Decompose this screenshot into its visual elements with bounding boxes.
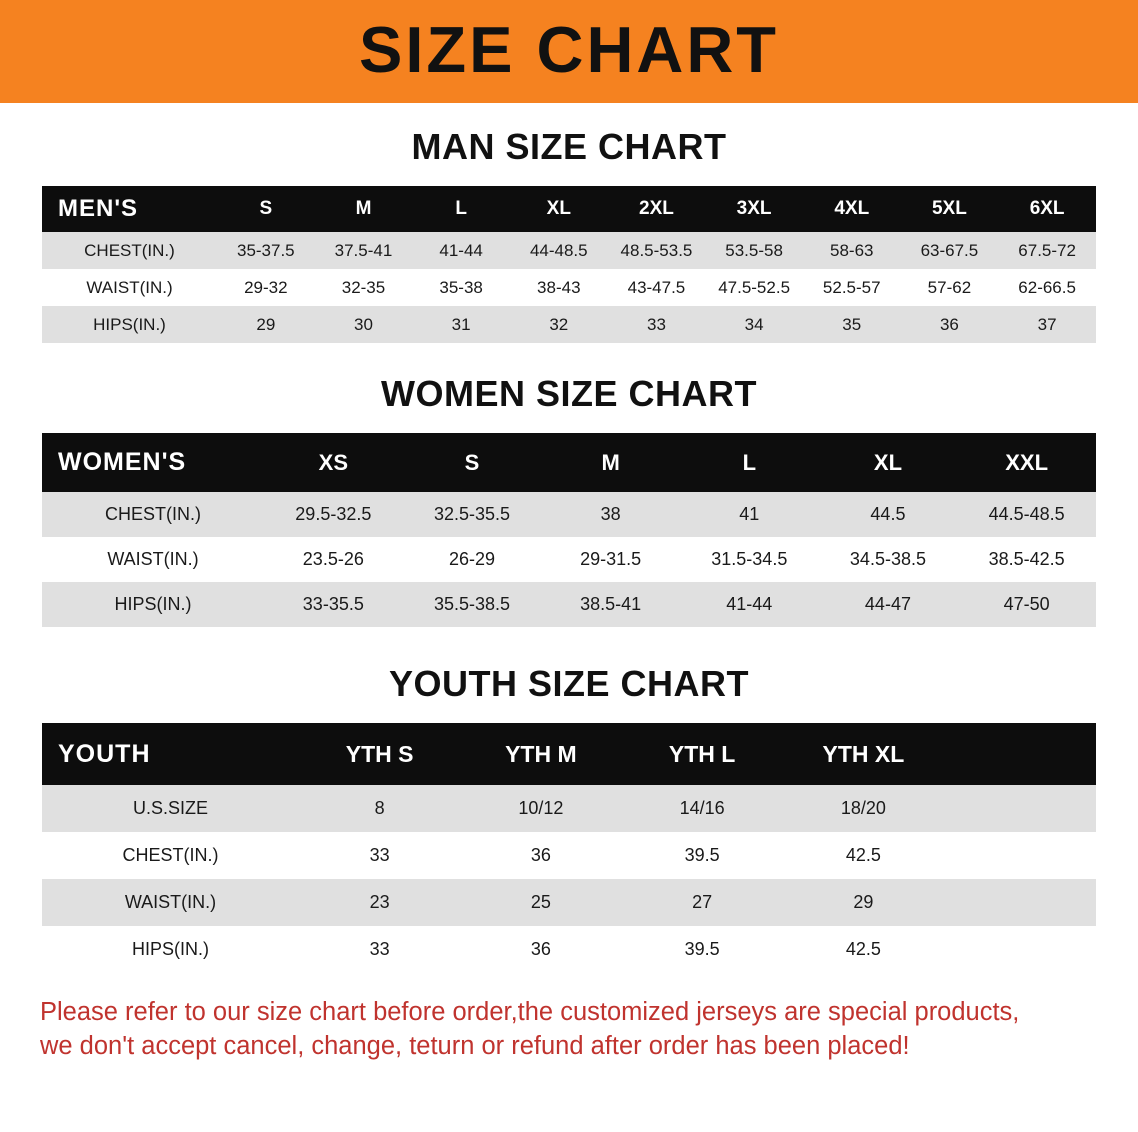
women-chest-s: 32.5-35.5 (433, 504, 511, 524)
women-table-head (42, 433, 1096, 492)
youth-row-label-chest: CHEST(IN.) (122, 845, 219, 865)
women-waist-xxl: 38.5-42.5 (988, 549, 1065, 569)
women-chest-l: 41 (739, 504, 760, 524)
women-corner-label: WOMEN'S (58, 448, 187, 476)
youth-table-wrap (0, 723, 1138, 973)
youth-corner-label: YOUTH (58, 739, 151, 768)
men-table-body (42, 232, 1096, 343)
men-hips-xl: 32 (549, 314, 569, 334)
youth-cell-spacer (944, 832, 1096, 879)
man-section-title: MAN SIZE CHART (411, 126, 727, 167)
men-col-s: S (259, 198, 273, 219)
youth-header-row (42, 723, 1096, 785)
men-chest-m: 37.5-41 (334, 240, 393, 260)
women-col-l: L (742, 449, 757, 475)
footer-note (40, 995, 1098, 1064)
men-row-label-waist: WAIST(IN.) (86, 277, 173, 297)
women-col-m: M (601, 449, 620, 475)
men-row-label-hips: HIPS(IN.) (93, 314, 166, 334)
youth-waist-l: 27 (692, 892, 713, 912)
men-waist-3xl: 47.5-52.5 (718, 277, 791, 297)
youth-table-head (42, 723, 1096, 785)
youth-col-l: YTH L (668, 740, 736, 767)
youth-cell-spacer (944, 926, 1096, 973)
youth-waist-xl: 29 (853, 892, 874, 912)
men-corner-label: MEN'S (58, 195, 139, 222)
men-hips-4xl: 35 (842, 314, 862, 334)
youth-col-spacer (944, 723, 1096, 785)
youth-hips-m: 36 (530, 939, 551, 959)
men-col-3xl: 3XL (736, 198, 772, 219)
women-chest-xxl: 44.5-48.5 (988, 504, 1065, 524)
youth-col-s: YTH S (345, 740, 414, 767)
youth-chest-l: 39.5 (684, 845, 720, 865)
youth-row-label-hips: HIPS(IN.) (131, 939, 209, 959)
youth-chest-m: 36 (530, 845, 551, 865)
women-hips-s: 35.5-38.5 (433, 594, 511, 614)
men-waist-4xl: 52.5-57 (822, 277, 881, 297)
men-col-6xl: 6XL (1029, 198, 1065, 219)
youth-row-label-waist: WAIST(IN.) (124, 892, 217, 912)
table-row (42, 879, 1096, 926)
youth-cell-spacer (944, 879, 1096, 926)
footer-note-line-1: Please refer to our size chart before order,the customized jerseys are special products, (40, 998, 1020, 1026)
women-section-title: WOMEN SIZE CHART (381, 373, 757, 414)
men-chest-6xl: 67.5-72 (1018, 240, 1076, 260)
women-hips-xxl: 47-50 (1003, 594, 1050, 614)
men-col-xl: XL (546, 198, 571, 219)
men-hips-m: 30 (354, 314, 373, 334)
men-chest-xl: 44-48.5 (529, 240, 588, 260)
youth-chest-xl: 42.5 (845, 845, 881, 865)
women-header-row (42, 433, 1096, 492)
youth-cell-spacer (944, 785, 1096, 832)
women-col-xs: XS (318, 449, 348, 475)
men-chest-l: 41-44 (439, 240, 483, 260)
women-hips-l: 41-44 (726, 594, 773, 614)
youth-ussize-l: 14/16 (679, 798, 725, 818)
table-row (42, 492, 1096, 537)
women-size-table (42, 433, 1096, 627)
men-hips-3xl: 34 (744, 314, 764, 334)
women-chest-xl: 44.5 (870, 504, 906, 524)
men-col-2xl: 2XL (639, 198, 674, 219)
women-hips-xl: 44-47 (864, 594, 911, 614)
men-hips-5xl: 36 (939, 314, 959, 334)
men-waist-5xl: 57-62 (927, 277, 972, 297)
men-col-5xl: 5XL (931, 198, 967, 219)
men-chest-3xl: 53.5-58 (725, 240, 783, 260)
table-row (42, 582, 1096, 627)
youth-col-xl: YTH XL (822, 740, 905, 767)
youth-table-body (42, 785, 1096, 973)
men-waist-s: 29-32 (244, 277, 288, 297)
men-col-m: M (355, 198, 372, 219)
footer-note-line-2: we don't accept cancel, change, teturn or refund after order has been placed! (40, 1032, 910, 1061)
men-waist-2xl: 43-47.5 (627, 277, 686, 297)
youth-ussize-s: 8 (374, 798, 385, 818)
youth-ussize-xl: 18/20 (840, 798, 886, 818)
youth-row-label-ussize: U.S.SIZE (132, 798, 208, 818)
youth-waist-m: 25 (530, 892, 551, 912)
men-chest-5xl: 63-67.5 (920, 240, 979, 260)
women-hips-xs: 33-35.5 (302, 594, 364, 614)
banner-title: SIZE CHART (359, 13, 779, 86)
men-waist-xl: 38-43 (537, 277, 581, 297)
women-row-label-hips: HIPS(IN.) (114, 594, 192, 614)
table-row (42, 232, 1096, 269)
youth-ussize-m: 10/12 (518, 798, 564, 818)
men-header-row (42, 186, 1096, 232)
youth-section-title: YOUTH SIZE CHART (388, 663, 749, 704)
youth-hips-xl: 42.5 (845, 939, 881, 959)
women-chest-xs: 29.5-32.5 (295, 504, 372, 524)
men-size-table (42, 186, 1096, 343)
women-waist-xl: 34.5-38.5 (849, 549, 926, 569)
men-chest-4xl: 58-63 (830, 240, 874, 260)
men-table-head (42, 186, 1096, 232)
men-chest-2xl: 48.5-53.5 (620, 240, 693, 260)
table-row (42, 269, 1096, 306)
men-waist-l: 35-38 (439, 277, 483, 297)
youth-hips-s: 33 (369, 939, 390, 959)
youth-size-table (42, 723, 1096, 973)
table-row (42, 306, 1096, 343)
women-row-label-chest: CHEST(IN.) (105, 504, 201, 524)
men-table-wrap (0, 186, 1138, 343)
men-waist-m: 32-35 (341, 277, 386, 297)
men-col-l: L (455, 198, 467, 219)
youth-waist-s: 23 (369, 892, 390, 912)
table-row (42, 537, 1096, 582)
men-chest-s: 35-37.5 (236, 240, 295, 260)
women-row-label-waist: WAIST(IN.) (107, 549, 199, 569)
table-row (42, 926, 1096, 973)
women-chest-m: 38 (600, 504, 621, 524)
women-waist-m: 29-31.5 (580, 549, 642, 569)
women-hips-m: 38.5-41 (580, 594, 642, 614)
women-col-xxl: XXL (1005, 449, 1049, 475)
men-waist-6xl: 62-66.5 (1018, 277, 1076, 297)
youth-hips-l: 39.5 (684, 939, 720, 959)
youth-chest-s: 33 (369, 845, 390, 865)
men-hips-s: 29 (256, 314, 276, 334)
women-table-wrap (0, 433, 1138, 627)
men-row-label-chest: CHEST(IN.) (84, 240, 175, 260)
table-row (42, 832, 1096, 879)
table-row (42, 785, 1096, 832)
youth-col-m: YTH M (505, 740, 577, 767)
men-hips-6xl: 37 (1037, 314, 1057, 334)
women-col-s: S (464, 449, 480, 475)
women-waist-xs: 23.5-26 (302, 549, 364, 569)
banner (0, 0, 1138, 103)
women-col-xl: XL (873, 449, 903, 475)
men-hips-2xl: 33 (646, 314, 666, 334)
women-waist-l: 31.5-34.5 (711, 549, 788, 569)
women-table-body (42, 492, 1096, 627)
women-waist-s: 26-29 (448, 549, 495, 569)
men-hips-l: 31 (451, 314, 471, 334)
men-col-4xl: 4XL (834, 198, 870, 219)
